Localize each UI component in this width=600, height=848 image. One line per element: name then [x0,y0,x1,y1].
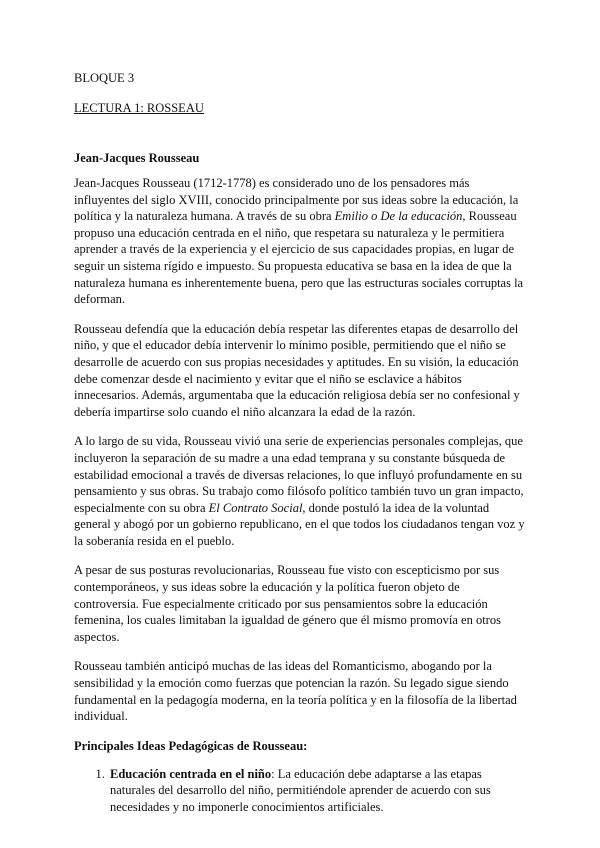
paragraph-life-text-b: , donde postuló la idea de la voluntad general y abogó por un gobierno republicano, en el que todos los ciudadanos tengan voz y la soberanía resida en el pueblo. [74,500,525,548]
ideas-list [74,766,526,816]
idea-text: : La educación debe adaptarse a las etapas naturales del desarrollo del niño, permitiéndole aprender de acuerdo con sus necesidades y no imponerle conocimientos artificiales. [110,766,491,814]
idea-term: Educación centrada en el niño [110,766,272,781]
paragraph-legacy: Rousseau también anticipó muchas de las ideas del Romanticismo, abogando por la sensibilidad y la emoción como fuerzas que potencian la razón. Su legado sigue siendo fundamental en la pedagogía moderna, en la teoría política y en la filosofía de la libertad individual. [74,659,517,724]
paragraph-life-text-a: A lo largo de su vida, Rousseau vivió una serie de experiencias personales complejas, que incluyeron la separación de su madre a una edad temprana y su constante búsqueda de estabilidad emocional a través de diversas relaciones, lo que influyó profundamente en su pensamiento y sus obras. Su trabajo como filósofo político también tuvo un gran impacto, especialmente con su obra [74,434,524,515]
paragraph-intro-text-a: Jean-Jacques Rousseau (1712-1778) es considerado uno de los pensadores más influyentes del siglo XVIII, conocido principalmente por sus ideas sobre la educación, la política y la naturaleza humana. A través de su obra [74,176,519,224]
lecture-title: LECTURA 1: ROSSEAU [74,101,204,115]
list-item [108,766,526,816]
paragraph-intro [74,175,526,308]
paragraph-criticism: A pesar de sus posturas revolucionarias, Rousseau fue visto con escepticismo por sus contemporáneos, y sus ideas sobre la educación y la política fueron objeto de controversia. Fue especialmente criticado por sus pensamientos sobre la educación femenina, los cuales limitaban la igualdad de género que él mismo promovía en otros aspectos. [74,563,501,644]
book-title-contrato: El Contrato Social [208,500,303,515]
paragraph-intro-text-b: , Rousseau propuso una educación centrada en el niño, que respetara su naturaleza y le permitiera aprender a través de la experiencia y el ejercicio de sus capacidades propias, en lugar de seguir un sistema rígido e impuesto. Su propuesta educativa se basa en la idea de que la naturaleza humana es inherentemente buena, pero que las estructuras sociales corruptas la deforman. [74,209,524,307]
block-title: BLOQUE 3 [74,71,135,85]
paragraph-life [74,433,526,549]
paragraph-education: Rousseau defendía que la educación debía respetar las diferentes etapas de desarrollo del niño, y que el educador debía intervenir lo mínimo posible, permitiendo que el niño se desarrolle de acuerdo con sus propias necesidades y aptitudes. En su visión, la educación debe comenzar desde el nacimiento y evitar que el niño se esclavice a hábitos innecesarios. Además, argumentaba que la educación religiosa debía ser no confesional y debería impartirse solo cuando el niño alcanzara la edad de la razón. [74,321,520,419]
ideas-heading: Principales Ideas Pedagógicas de Rousseau: [74,738,308,753]
book-title-emilio: Emilio o De la educación [334,209,463,224]
section-heading: Jean-Jacques Rousseau [74,151,200,165]
